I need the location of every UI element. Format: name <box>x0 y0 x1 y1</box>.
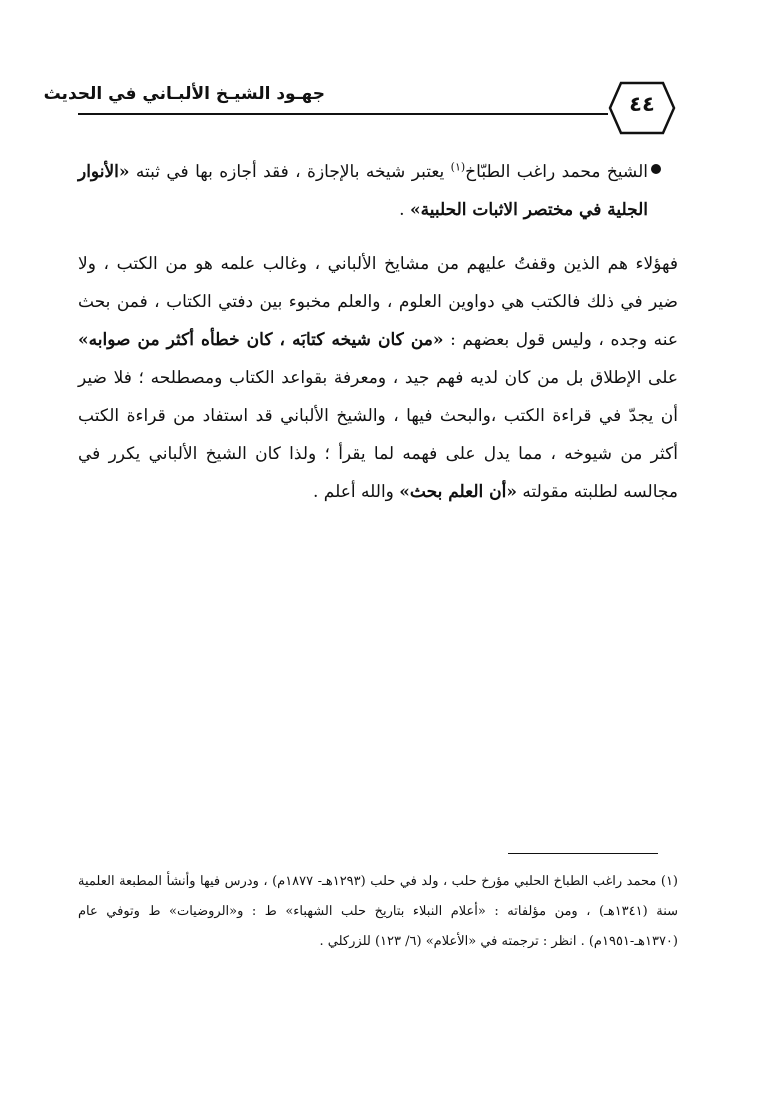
main-paragraph <box>78 245 678 511</box>
paragraph-text-part1: فهؤلاء هم الذين وقفتُ عليهم من مشايخ الألباني ، وغالب علمه هو من الكتب ، ولا ضير في ذلك فالكتب هي دواوين العلوم ، والعلم مخبوء بين دفتي الكتاب ، فمن بحث عنه وجده ، وليس قول بعضهم : <box>78 254 678 350</box>
bullet-text-part1: الشيخ محمد راغب الطبّاخ <box>465 162 648 182</box>
bullet-icon <box>651 164 661 174</box>
book-title: «الأنوار الجلية في مختصر الاثبات الحلبية» <box>78 162 648 220</box>
quote-knowledge: «أن العلم بحث» <box>399 482 518 502</box>
footnote: (١) محمد راغب الطباخ الحلبي مؤرخ حلب ، ولد في حلب (١٢٩٣هـ- ١٨٧٧م) ، ودرس فيها وأنشأ المطبعة العلمية سنة (١٣٤١هـ) ، ومن مؤلفاته : «أعلام النبلاء بتاريخ حلب الشهباء» ط : و«الروضيات» ط وتوفي عام (١٣٧٠هـ-١٩٥١م) . انظر : ترجمته في «الأعلام» (٦/ ١٢٣) للزركلي . <box>78 874 679 949</box>
paragraph-text-part2: على الإطلاق بل من كان لديه فهم جيد ، ومعرفة بقواعد الكتاب ومصطلحه ؛ فلا ضير أن يجدّ في قراءة الكتب ،والبحث فيها ، والشيخ الألباني قد استفاد من قراءة الكتب أكثر من شيوخه ، مما يدل على فهمه لما يقرأ ؛ ولذا كان الشيخ الألباني يكرر في مجالسه لطلبته مقولته <box>78 368 678 502</box>
paragraph-text-end: والله أعلم . <box>313 482 400 502</box>
page-number-badge <box>607 80 677 136</box>
header-divider <box>78 113 608 115</box>
bullet-text-end: . <box>399 200 410 220</box>
running-header-title: جهـود الشيـخ الألبـاني في الحديث <box>43 84 325 104</box>
footnote-divider <box>508 853 658 854</box>
bullet-paragraph <box>78 153 648 229</box>
page-number: ٤٤ <box>629 92 655 116</box>
quote-saying: «من كان شيخه كتابَه ، كان خطأه أكثر من صوابه» <box>78 330 444 350</box>
bullet-text-part2: يعتبر شيخه بالإجازة ، فقد أجازه بها في ثبته <box>129 162 451 182</box>
footnote-reference[interactable]: (١) <box>450 160 466 174</box>
